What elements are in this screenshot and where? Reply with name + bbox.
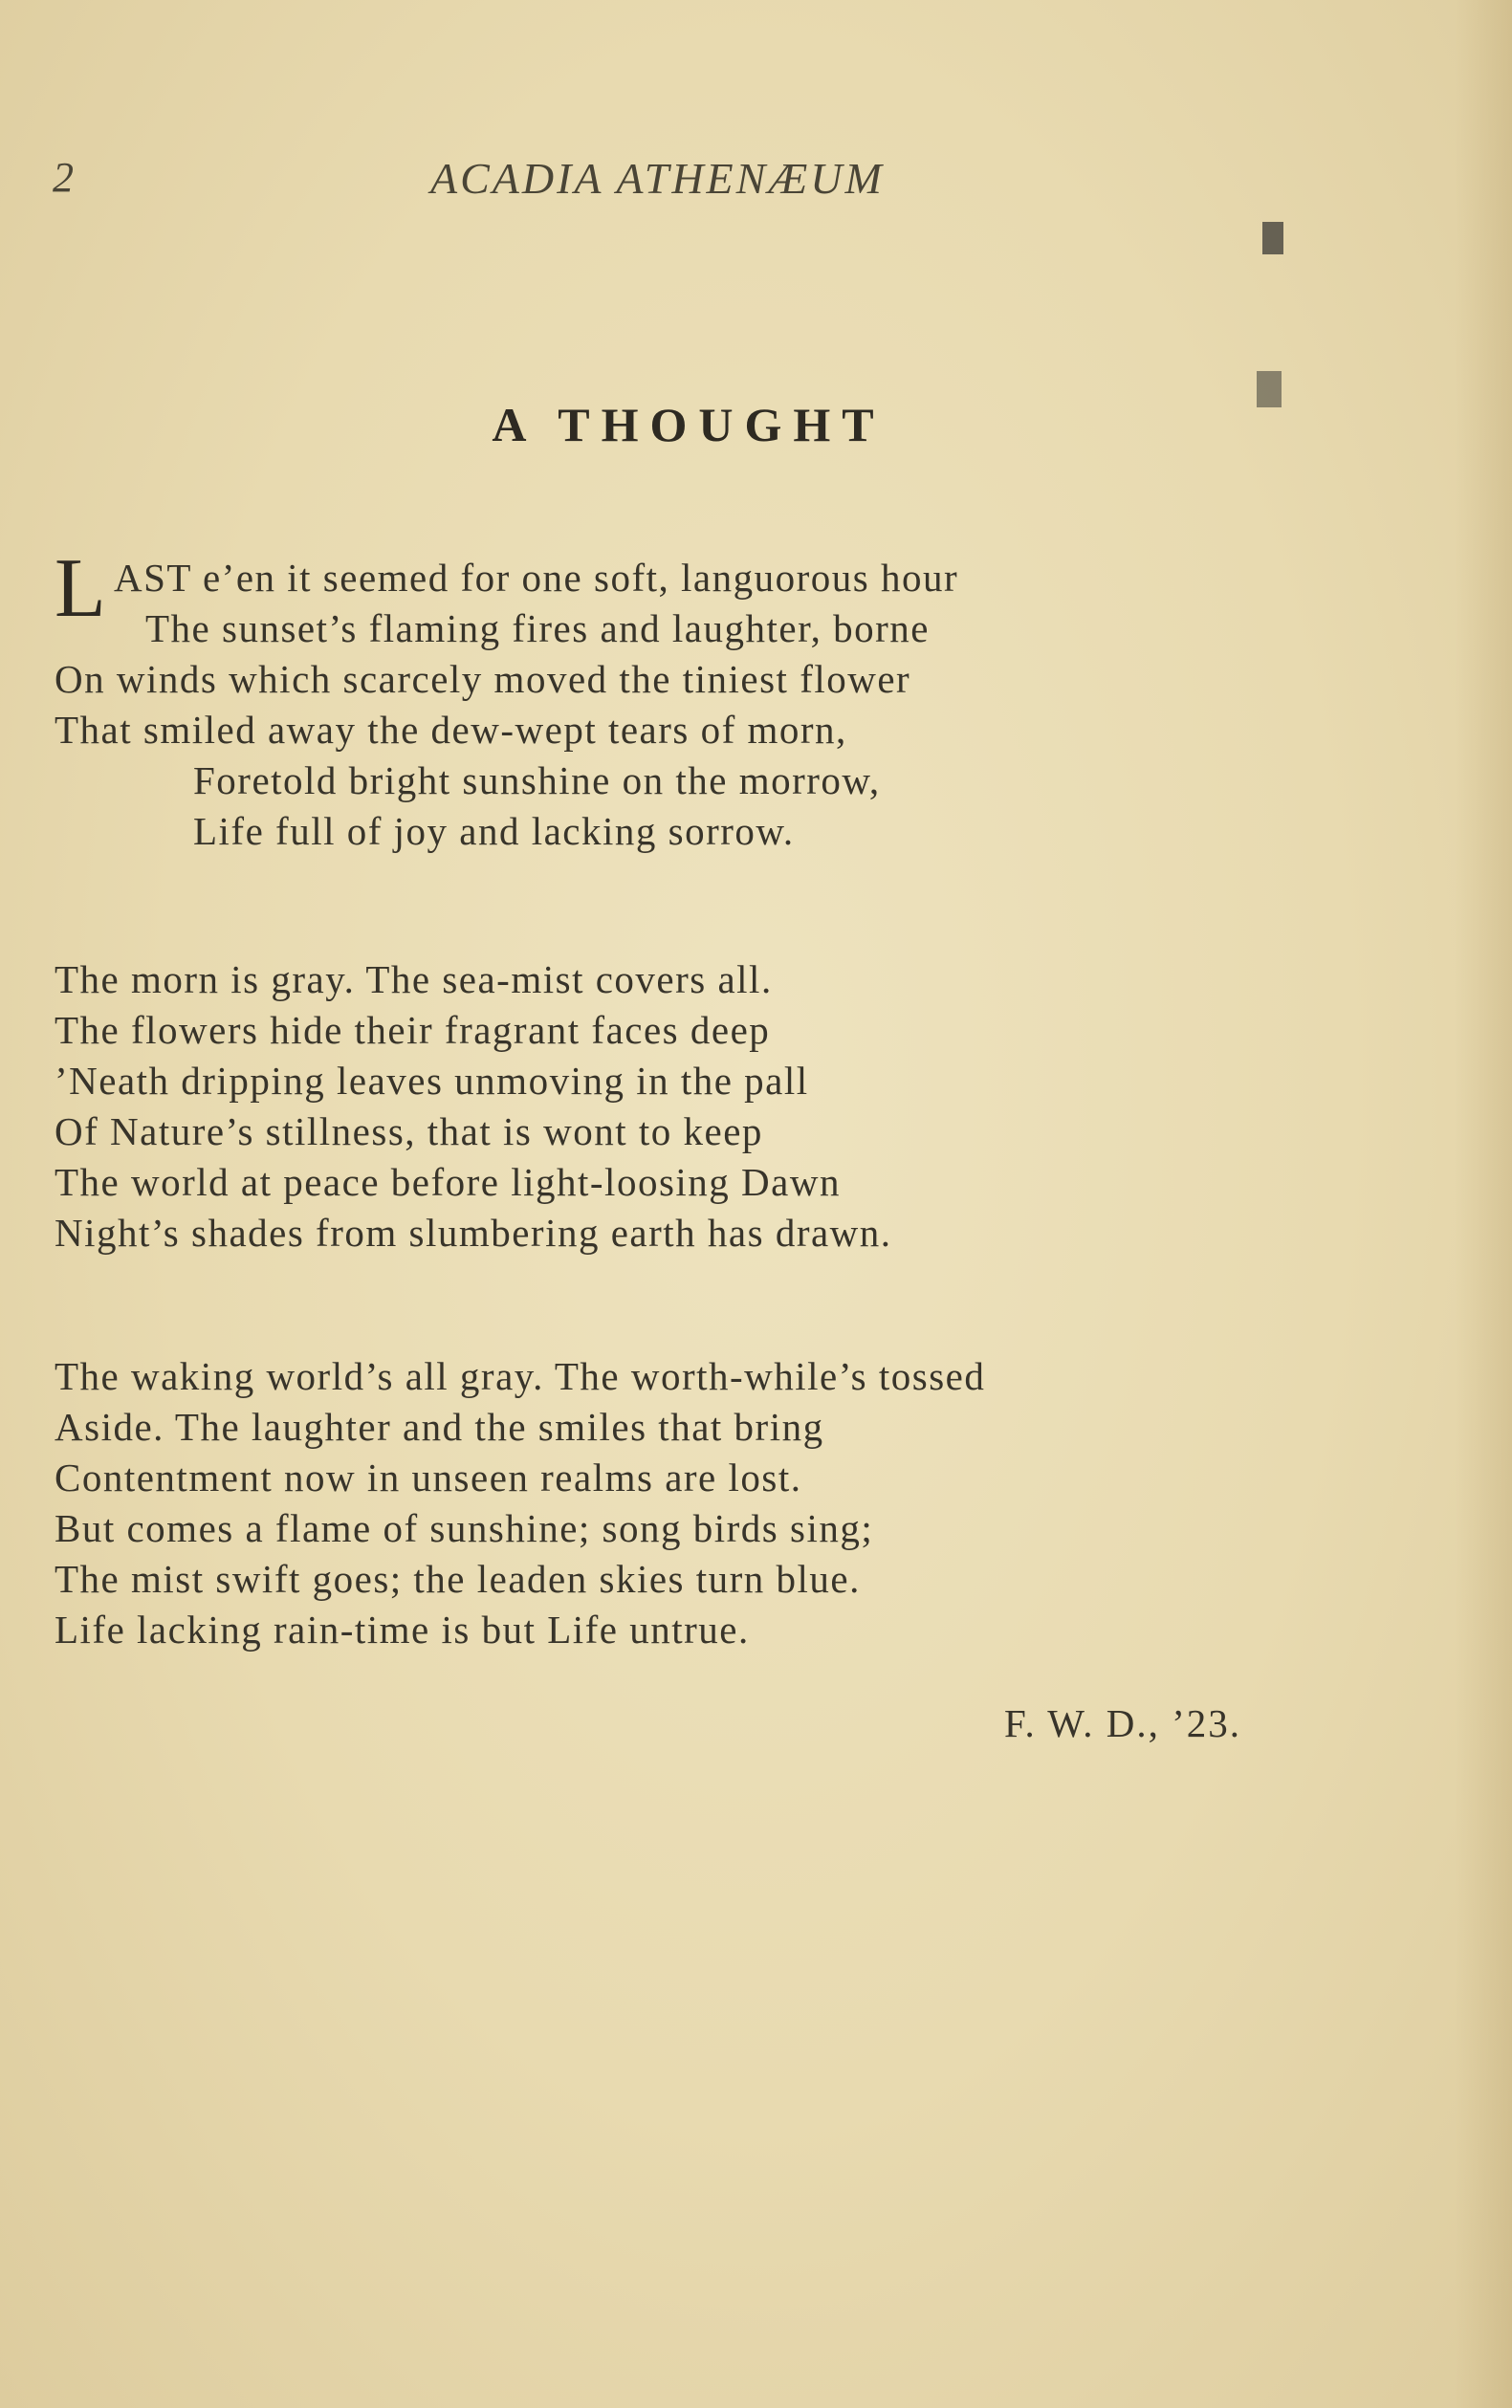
- page-number: 2: [53, 154, 74, 201]
- author-signature: F. W. D., ’23.: [1004, 1701, 1241, 1745]
- poem-line: ’Neath dripping leaves unmoving in the pall: [55, 1059, 809, 1103]
- margin-ink-mark: [1262, 222, 1283, 254]
- poem-line: The world at peace before light-loosing Dawn: [55, 1160, 841, 1204]
- poem-line: The mist swift goes; the leaden skies turn blue.: [55, 1557, 861, 1601]
- drop-cap: L: [55, 542, 106, 635]
- poem-line: But comes a flame of sunshine; song birds sing;: [55, 1506, 874, 1550]
- journal-title: ACADIA ATHENÆUM: [430, 154, 885, 203]
- poem-title: A THOUGHT: [492, 398, 886, 451]
- poem-line: The sunset’s flaming fires and laughter, borne: [145, 606, 930, 650]
- poem-line: Of Nature’s stillness, that is wont to keep: [55, 1109, 763, 1153]
- poem-line: That smiled away the dew-wept tears of morn,: [55, 708, 847, 752]
- poem-line: On winds which scarcely moved the tiniest flower: [55, 657, 911, 701]
- poem-line: AST e’en it seemed for one soft, languorous hour: [114, 556, 959, 600]
- poem-line: Aside. The laughter and the smiles that bring: [55, 1405, 824, 1449]
- poem-line: The flowers hide their fragrant faces deep: [55, 1008, 771, 1052]
- stanza-2: [55, 954, 892, 1259]
- stanza-3: [55, 1351, 985, 1655]
- poem-line: Life lacking rain-time is but Life untrue.: [55, 1608, 750, 1652]
- stanza-1: [55, 553, 958, 857]
- poem-line: The waking world’s all gray. The worth-while’s tossed: [55, 1354, 986, 1398]
- poem-line: The morn is gray. The sea-mist covers all.: [55, 957, 773, 1001]
- poem-line: Contentment now in unseen realms are lost.: [55, 1456, 802, 1500]
- poem-line: Foretold bright sunshine on the morrow,: [193, 758, 881, 802]
- poem-line: Life full of joy and lacking sorrow.: [193, 809, 795, 853]
- poem-line: Night’s shades from slumbering earth has drawn.: [55, 1211, 892, 1255]
- running-head: [0, 153, 1512, 210]
